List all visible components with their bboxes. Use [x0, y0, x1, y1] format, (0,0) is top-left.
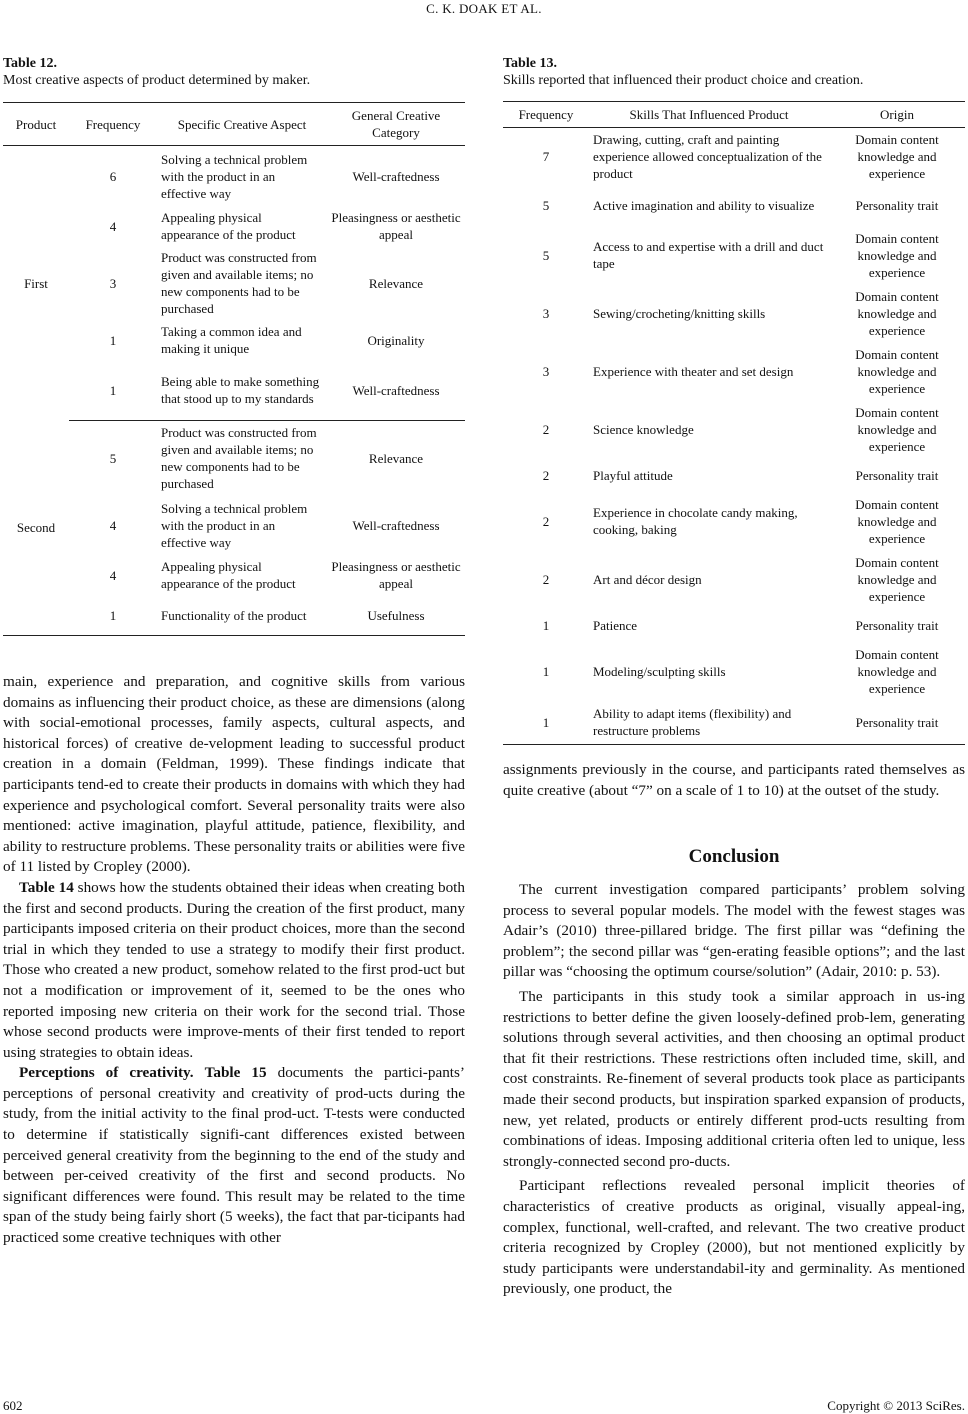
table12-product-second: Second	[16, 520, 56, 536]
table13-cell-origin: Domain content knowledge and experience	[855, 554, 939, 604]
table12-cell-freq: 4	[109, 218, 117, 234]
table-ref: Table 15	[204, 1064, 267, 1082]
table13-cell-origin: Domain content knowledge and experience	[855, 131, 939, 181]
table13-cell-origin: Domain content knowledge and experience	[855, 496, 939, 546]
table13-cell-freq: 5	[542, 197, 550, 213]
running-head: C. K. DOAK ET AL.	[426, 1, 542, 16]
table12-cell-category: Well-craftedness	[352, 382, 440, 398]
right-column-text-top	[503, 760, 965, 801]
table12-cell-aspect: Functionality of the product	[161, 607, 307, 623]
table12	[3, 102, 465, 636]
right-column-text	[503, 880, 965, 1300]
paragraph: The participants in this study took a similar approach in us-ing restrictions to better define the given loosely-defined prob-lem, generating solutions through several activities, and then choosing an optimal product that fit their restrictions. These restrictions often included time, skill, and cost constraints. Re-finement of several products took place as participants made their second products, but inspiration sparked expansion of products, new, yet related, products or entirely different prod-ucts resulting from combinations of ideas. Imposing additional criteria often led to unique, less strongly-connected second pro-ducts.	[503, 987, 965, 1170]
table-row	[3, 206, 465, 246]
table12-cell-category: Relevance	[368, 275, 424, 291]
table-ref: Table 14	[19, 878, 74, 896]
table13-cell-origin: Personality trait	[855, 467, 939, 483]
table13-cell-skill: Drawing, cutting, craft and painting experience allowed conceptualization of the product	[593, 131, 822, 181]
table12-cell-aspect: Appealing physical appearance of the product	[161, 559, 296, 591]
paragraph-text: shows how the students obtained their ideas when creating both the first and second products. During the creation of the first product, many participants imposed criteria on their product choices, more than the second trial in which they tended to use a strategy to modify their first product. Those who created a new product, somehow related to the first prod-uct but not a modification or improvement of it, seemed to be the ones who reported imposing new criteria on their work for the second trial. Those whose second products were improve-ments of their first tended to report using strategies to obtain ideas.	[3, 878, 465, 1061]
table-row	[503, 342, 965, 400]
table13-cell-skill: Experience with theater and set design	[593, 363, 794, 379]
table13-header-skills: Skills That Influenced Product	[629, 107, 789, 122]
table12-cell-freq: 4	[109, 567, 117, 583]
table13-cell-skill: Access to and expertise with a drill and duct tape	[593, 239, 824, 271]
table13-cell-skill: Playful attitude	[593, 467, 673, 483]
table12-cell-category: Originality	[367, 332, 425, 348]
paragraph-text: documents the partici-pants’ perceptions of personal creativity and creativity of prod-ucts during the study, from the initial activity to the final prod-uct. T-tests were conducted to determine if statistically signifi-cant differences existed between perceived general creativity from the beginning to the end of the study and between per-ceived creativity of the first and second products. No significant differences were found. This result may be related to the time span of the study being fairly short (5 weeks), the fact that par-ticipants had practiced some creative techniques with other	[3, 1064, 465, 1247]
table12-cell-freq: 3	[109, 275, 117, 291]
table12-cell-aspect: Appealing physical appearance of the product	[161, 210, 296, 242]
table-row	[503, 458, 965, 492]
table12-cell-aspect: Solving a technical problem with the product in an effective way	[161, 151, 308, 201]
table13-cell-freq: 2	[542, 421, 550, 437]
table13-cell-origin: Personality trait	[855, 197, 939, 213]
table13-cell-freq: 2	[542, 467, 550, 483]
copyright: Copyright © 2013 SciRes.	[827, 1398, 965, 1413]
table-row	[503, 184, 965, 226]
table-row	[503, 226, 965, 284]
table-row	[503, 400, 965, 458]
table13-cell-skill: Patience	[593, 617, 638, 633]
table13-cell-freq: 3	[542, 305, 550, 321]
table13-cell-freq: 1	[542, 663, 550, 679]
table13-cell-skill: Sewing/crocheting/knitting skills	[593, 305, 766, 321]
table13-cell-origin: Personality trait	[855, 617, 939, 633]
table12-header-row	[3, 103, 465, 146]
table13-cell-origin: Domain content knowledge and experience	[855, 230, 939, 280]
paragraph: main, experience and preparation, and cognitive skills from various domains as influencing their product choice, as these are dimensions (along with social-emotional processes, family aspects, cultural aspects, and historical forces) of creative de-velopment leading to successful product creation in a domain (Feldman, 1999). These findings indicate that participants tend-ed to create their products in domains with which they had experience and psychological comfort. Several personality traits were also mentioned: active imagination, playful attitude, patience, flexibility, and ability to restructure problems. These personality traits or abilities were five of 11 listed by Cropley (2000).	[3, 673, 465, 876]
table12-cell-category: Well-craftedness	[352, 517, 440, 533]
table13-cell-freq: 7	[542, 148, 550, 164]
table-row	[3, 360, 465, 421]
table12-title: Most creative aspects of product determined by maker.	[3, 73, 311, 88]
table12-cell-aspect: Solving a technical problem with the product in an effective way	[161, 500, 308, 550]
table12-cell-aspect: Taking a common idea and making it unique	[161, 324, 302, 356]
table12-cell-aspect: Being able to make something that stood up to my standards	[161, 374, 320, 406]
table-row	[503, 550, 965, 608]
table12-cell-freq: 6	[109, 168, 117, 184]
table-row	[3, 421, 465, 496]
table13-cell-freq: 5	[542, 247, 550, 263]
table-row	[503, 128, 965, 185]
table-row	[503, 700, 965, 745]
table13-cell-freq: 3	[542, 363, 550, 379]
table13-header-origin: Origin	[880, 107, 914, 122]
table12-cell-category: Usefulness	[367, 607, 425, 623]
table13-cell-skill: Experience in chocolate candy making, cooking, baking	[593, 505, 798, 537]
table12-header-category: General Creative Category	[351, 108, 441, 140]
table-row	[3, 320, 465, 360]
table-row	[3, 495, 465, 555]
table-row	[3, 246, 465, 320]
section-runin-heading: Perceptions of creativity.	[19, 1064, 194, 1082]
paragraph: assignments previously in the course, and participants rated themselves as quite creative (about “7” on a scale of 1 to 10) at the outset of the study.	[503, 761, 965, 799]
table-row	[503, 608, 965, 642]
table12-cell-category: Relevance	[327, 421, 465, 496]
table13-header-row	[503, 102, 965, 128]
table12-cell-freq: 1	[109, 332, 117, 348]
table12-cell-freq: 1	[109, 607, 117, 623]
table13-cell-skill: Modeling/sculpting skills	[593, 663, 726, 679]
paragraph	[3, 878, 465, 1063]
table13-cell-origin: Domain content knowledge and experience	[855, 288, 939, 338]
table13-caption	[503, 55, 965, 89]
table12-cell-freq: 1	[109, 382, 117, 398]
table-row	[503, 284, 965, 342]
table-row	[3, 555, 465, 595]
table12-number: Table 12.	[3, 56, 57, 71]
table12-cell-freq: 4	[109, 517, 117, 533]
table-row	[503, 642, 965, 700]
table12-caption	[3, 55, 465, 89]
table13-cell-skill: Science knowledge	[593, 421, 694, 437]
table13-cell-skill: Active imagination and ability to visualize	[593, 197, 815, 213]
table13-cell-origin: Domain content knowledge and experience	[855, 646, 939, 696]
left-column-text	[3, 672, 465, 1249]
table13-cell-freq: 2	[542, 513, 550, 529]
table12-header-product: Product	[15, 116, 57, 132]
table12-header-aspect: Specific Creative Aspect	[177, 116, 307, 132]
paragraph: The current investigation compared participants’ problem solving process to several popular models. The model with the fewest stages was Adair’s (2010) three-pillared bridge. The first pillar was “defining the problem”; the second pillar was “gen-erating feasible options”; and the last pillar was “choosing the optimum course/solution” (Adair, 2010: p. 53).	[503, 881, 965, 981]
table13	[503, 101, 965, 745]
table12-cell-category: Pleasingness or aesthetic appeal	[331, 210, 461, 242]
table13-cell-freq: 1	[542, 714, 550, 730]
table12-product-first: First	[24, 275, 48, 291]
table13-cell-origin: Personality trait	[855, 714, 939, 730]
paragraph	[3, 1063, 465, 1248]
table12-cell-freq: 5	[69, 421, 157, 496]
table12-cell-aspect: Product was constructed from given and available items; no new components had to be purchased	[157, 421, 327, 496]
section-heading-conclusion: Conclusion	[688, 846, 780, 867]
table-row	[3, 146, 465, 207]
table13-cell-skill: Ability to adapt items (flexibility) and restructure problems	[593, 706, 792, 738]
table12-cell-aspect: Product was constructed from given and available items; no new components had to be purchased	[161, 250, 317, 316]
table12-cell-category: Well-craftedness	[352, 168, 440, 184]
table12-cell-category: Pleasingness or aesthetic appeal	[331, 559, 461, 591]
table13-header-frequency: Frequency	[518, 107, 574, 122]
table13-number: Table 13.	[503, 56, 557, 71]
page-number: 602	[3, 1398, 23, 1413]
table13-cell-origin: Domain content knowledge and experience	[855, 346, 939, 396]
table13-cell-freq: 2	[542, 571, 550, 587]
table12-header-frequency: Frequency	[85, 116, 141, 132]
table-row	[3, 595, 465, 636]
table-row	[503, 492, 965, 550]
table13-cell-origin: Domain content knowledge and experience	[855, 404, 939, 454]
table13-cell-freq: 1	[542, 617, 550, 633]
table13-title: Skills reported that influenced their product choice and creation.	[503, 73, 864, 88]
table13-cell-skill: Art and décor design	[593, 571, 702, 587]
paragraph: Participant reflections revealed personal implicit theories of characteristics of creative products as original, visually appeal-ing, complex, functional, well-crafted, and relevant. The two creative product criteria recognized by Cropley (2000), but not mentioned explicitly by study participants were understandabil-ity and germinality. As mentioned previously, one product, the	[503, 1177, 965, 1298]
